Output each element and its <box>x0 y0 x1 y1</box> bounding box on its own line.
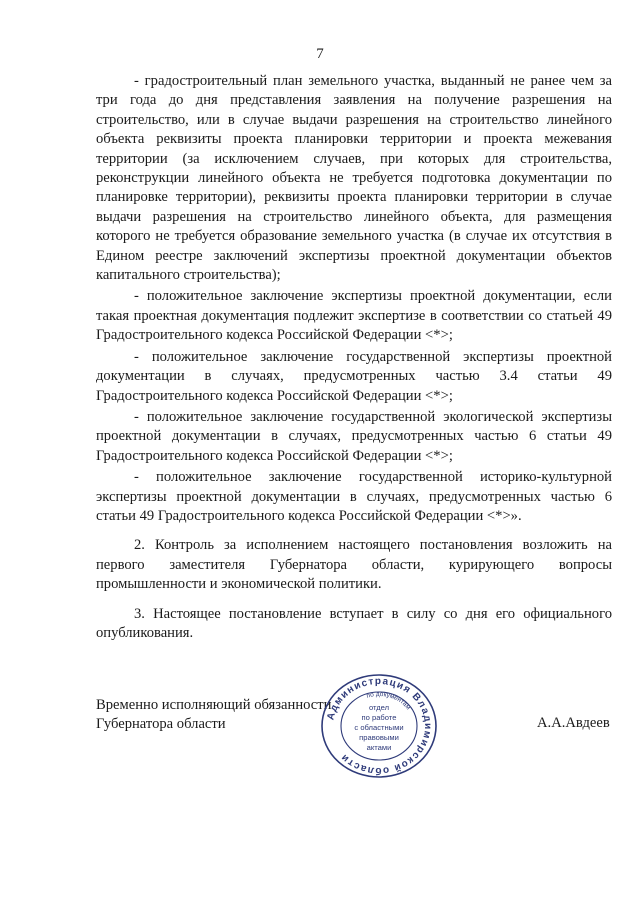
paragraph-expertise-conclusion: - положительное заключение экспертизы проектной документации, если такая проектная документация подлежит экспертизе в соответствии со статьей 49 Градостроительного кодекса Российской Федерации <*>; <box>96 288 612 344</box>
signer-position <box>96 696 331 734</box>
paragraph-town-planning: - градостроительный план земельного участка, выданный не ранее чем за три года до дня представления заявления на получение разрешения на строительство, или в случае выдачи разрешения на строительство линейного объекта реквизиты проекта планировки территории и проекта межевания территории (за исключением случаев, при которых для строительства, реконструкции линейного объекта не требуется подготовка документации по планировке территории), реквизиты проекта планировки территории в случае выдачи разрешения на строительство линейного объекта, для размещения которого не требуется образование земельного участка (в случае их отсутствия в Едином реестре заключений экспертизы проектной документации объектов капитального строительства); <box>96 73 612 284</box>
stamp-center-line: правовыми <box>359 733 399 742</box>
stamp-center-line: отдел <box>368 703 390 712</box>
stamp-center-line: по работе <box>361 713 397 722</box>
paragraph-entry-into-force: 3. Настоящее постановление вступает в силу со дня его официального опубликования. <box>96 605 612 641</box>
paragraph-state-expertise: - положительное заключение государственной экспертизы проектной документации в случаях, предусмотренных частью 3.4 статьи 49 Градостроительного кодекса Российской Федерации <*>; <box>96 348 612 404</box>
page-number: 7 <box>316 46 324 62</box>
document-body <box>96 72 612 643</box>
paragraph-cultural-expertise: - положительное заключение государственной историко-культурной экспертизы проектной документации в случаях, предусмотренных частью 6 статьи 49 Градостроительного кодекса Российской Федерации <*>». <box>96 469 612 524</box>
stamp-center-line: актами <box>366 743 392 752</box>
signer-name: А.А.Авдеев <box>537 715 610 731</box>
stamp-ring-text: Администрация Владимирской области <box>325 675 434 777</box>
signer-position-line2: Губернатора области <box>96 716 226 732</box>
signer-position-line1: Временно исполняющий обязанности <box>96 697 332 713</box>
paragraph-ecological-expertise: - положительное заключение государственной экологической экспертизы проектной документации в случаях, предусмотренных частью 6 статьи 49 Градостроительного кодекса Российской Федерации <*>; <box>96 408 612 464</box>
stamp-ring-text-inner: по документам <box>365 690 412 712</box>
stamp-center-line: с областными <box>354 723 404 732</box>
official-stamp <box>318 672 440 780</box>
paragraph-control-clause: 2. Контроль за исполнением настоящего постановления возложить на первого заместителя Губернатора области, курирующего вопросы промышленности и экономической политики. <box>96 537 612 593</box>
